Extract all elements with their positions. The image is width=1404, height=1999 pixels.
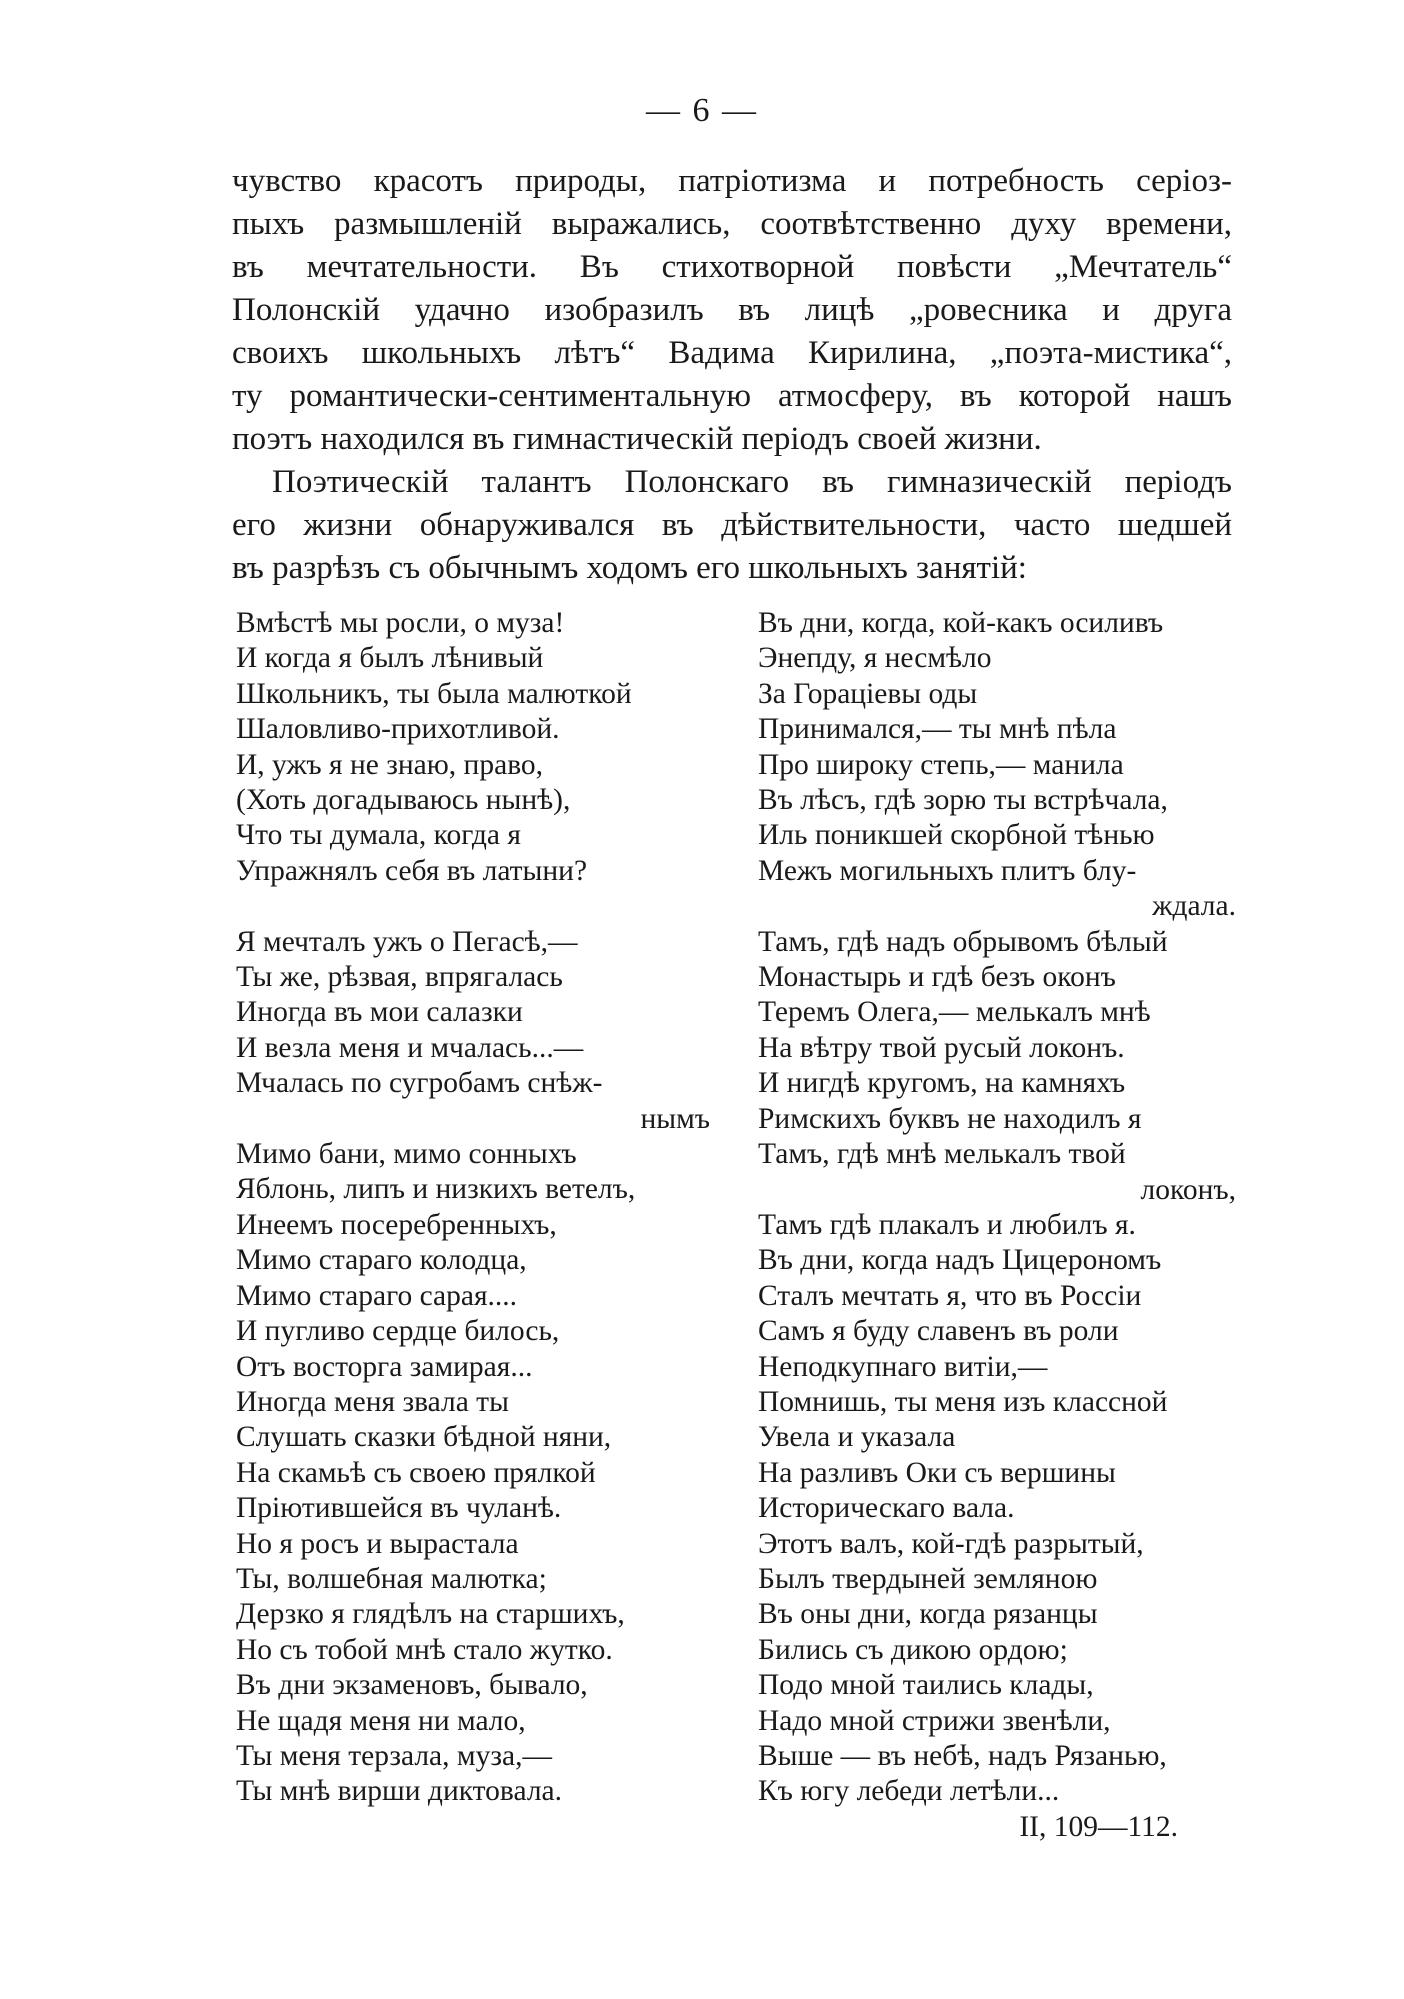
verse-line: Что ты думала, когда я [236, 819, 521, 852]
verse-line: Иногда въ мои салазки [236, 996, 523, 1029]
verse-line: Мимо стараго сарая.... [236, 1279, 518, 1312]
prose-section [232, 160, 1232, 590]
verse-line: Не щадя меня ни мало, [236, 1704, 526, 1737]
verse-line: Былъ твердыней земляною [758, 1562, 1098, 1595]
page-number: — 6 — [646, 92, 758, 129]
verse-line: Бились съ дикою ордою; [758, 1633, 1068, 1666]
verse-line: На скамьѣ съ своею прялкой [236, 1456, 596, 1489]
verse-line: Неподкупнаго витіи,— [758, 1350, 1048, 1383]
poem-right-column [758, 606, 1242, 1845]
poem-left-column [236, 606, 716, 1810]
verse-line: Въ дни экзаменовъ, бывало, [236, 1669, 588, 1702]
verse-line: Мимо бани, мимо сонныхъ [236, 1138, 577, 1171]
stanza-break [236, 889, 716, 924]
prose-line: въ разрѣзъ съ обычнымъ ходомъ его школьныхъ занятій: [232, 550, 1027, 586]
verse-line: Въ оны дни, когда рязанцы [758, 1598, 1098, 1631]
verse-line: Ты, волшебная малютка; [236, 1562, 547, 1595]
verse-line: За Гораціевы оды [758, 677, 978, 710]
verse-line: И везла меня и мчалась...— [236, 1031, 584, 1064]
verse-line: Я мечталъ ужъ о Пегасѣ,— [236, 925, 578, 958]
prose-line: своихъ школьныхъ лѣтъ“ Вадима Кирилина, „поэта-мистика“, [232, 335, 1232, 371]
prose-line: его жизни обнаруживался въ дѣйствительности, часто шедшей [232, 507, 1232, 543]
verse-line: Но я росъ и вырастала [236, 1527, 519, 1560]
verse-line: На разливъ Оки съ вершины [758, 1456, 1116, 1489]
verse-line: Про широку степь,— манила [758, 748, 1124, 781]
prose-line: въ мечтательности. Въ стихотворной повѣсти „Мечтатель“ [232, 249, 1232, 285]
verse-line: Надо мной стрижи звенѣли, [758, 1704, 1111, 1737]
verse-line: На вѣтру твой русый локонъ. [758, 1031, 1125, 1064]
verse-line: Пріютившейся въ чуланѣ. [236, 1492, 562, 1525]
prose-line: поэтъ находился въ гимнастическій періодъ своей жизни. [232, 421, 1042, 457]
verse-line: Тамъ, гдѣ надъ обрывомъ бѣлый [758, 925, 1168, 958]
verse-line: Къ югу лебеди летѣли... [758, 1775, 1060, 1808]
verse-line: Тамъ, гдѣ мнѣ мелькалъ твой [758, 1138, 1126, 1171]
verse-line: Упражнялъ себя въ латыни? [236, 854, 588, 887]
verse-line: Отъ восторга замирая... [236, 1350, 533, 1383]
verse-line: Этотъ валъ, кой-гдѣ разрытый, [758, 1527, 1144, 1560]
verse-line: Вмѣстѣ мы росли, о муза! [236, 607, 565, 639]
verse-line: Шаловливо-прихотливой. [236, 713, 560, 746]
verse-line: Дерзко я глядѣлъ на старшихъ, [236, 1598, 625, 1631]
verse-line: Иногда меня звала ты [236, 1385, 509, 1418]
verse-line: Увела и указала [758, 1421, 956, 1454]
verse-line: Школьникъ, ты была малюткой [236, 677, 632, 710]
verse-line: Подо мной таились клады, [758, 1669, 1094, 1702]
verse-line: И нигдѣ кругомъ, на камняхъ [758, 1067, 1126, 1100]
verse-line: (Хоть догадываюсь нынѣ), [236, 784, 571, 817]
verse-line: Ты меня терзала, муза,— [236, 1739, 552, 1772]
verse-line: Въ дни, когда надъ Цицерономъ [758, 1244, 1162, 1277]
verse-line: Ты же, рѣзвая, впрягалась [236, 961, 563, 994]
prose-line: ту романтически-сентиментальную атмосферу, въ которой нашъ [232, 378, 1232, 414]
verse-line: Монастырь и гдѣ безъ оконъ [758, 961, 1116, 994]
verse-line: Инеемъ посеребренныхъ, [236, 1208, 557, 1241]
verse-line: Тамъ гдѣ плакалъ и любилъ я. [758, 1208, 1136, 1241]
verse-line: Энепду, я несмѣло [758, 642, 992, 675]
paragraph-2 [232, 461, 1232, 590]
verse-line: И, ужъ я не знаю, право, [236, 748, 544, 781]
verse-line: Принимался,— ты мнѣ пѣла [758, 713, 1117, 746]
verse-line: Ты мнѣ вирши диктовала. [236, 1775, 563, 1808]
verse-line: И пугливо сердце билось, [236, 1315, 560, 1348]
verse-line: Римскихъ буквъ не находилъ я [758, 1102, 1142, 1135]
verse-line: Самъ я буду славенъ въ роли [758, 1315, 1119, 1348]
verse-line: Въ дни, когда, кой-какъ осиливъ [758, 607, 1164, 639]
prose-line: чувство красотъ природы, патріотизма и потребность серіоз- [232, 163, 1232, 199]
verse-line: Межъ могильныхъ плитъ блу- [758, 854, 1137, 887]
verse-continuation: ждала. [1152, 890, 1236, 923]
prose-line: Поэтическій талантъ Полонскаго въ гимназическій періодъ [272, 464, 1232, 500]
verse-line: И когда я былъ лѣнивый [236, 642, 544, 675]
verse-continuation: нымъ [640, 1102, 710, 1135]
verse-line: Сталъ мечтать я, что въ Россіи [758, 1279, 1142, 1312]
prose-line: Полонскій удачно изобразилъ въ лицѣ „ровесника и друга [232, 292, 1232, 328]
prose-line: пыхъ размышленій выражались, соотвѣтственно духу времени, [232, 206, 1232, 242]
verse-line: Выше — въ небѣ, надъ Рязанью, [758, 1740, 1167, 1772]
verse-line: Историческаго вала. [758, 1492, 1015, 1525]
verse-line: Теремъ Олега,— мелькалъ мнѣ [758, 996, 1151, 1029]
paragraph-1 [232, 160, 1232, 461]
verse-line: Иль поникшей скорбной тѣнью [758, 819, 1155, 852]
verse-line: Но съ тобой мнѣ стало жутко. [236, 1633, 613, 1666]
verse-line: Помнишь, ты меня изъ классной [758, 1385, 1168, 1418]
verse-line: Мимо стараго колодца, [236, 1244, 527, 1277]
citation: II, 109—112. [1019, 1810, 1178, 1843]
verse-line: Въ лѣсъ, гдѣ зорю ты встрѣчала, [758, 784, 1168, 817]
verse-continuation: локонъ, [1140, 1173, 1236, 1206]
verse-line: Яблонь, липъ и низкихъ ветелъ, [236, 1173, 636, 1206]
verse-line: Слушать сказки бѣдной няни, [236, 1421, 612, 1454]
verse-line: Мчалась по сугробамъ снѣж- [236, 1067, 603, 1100]
